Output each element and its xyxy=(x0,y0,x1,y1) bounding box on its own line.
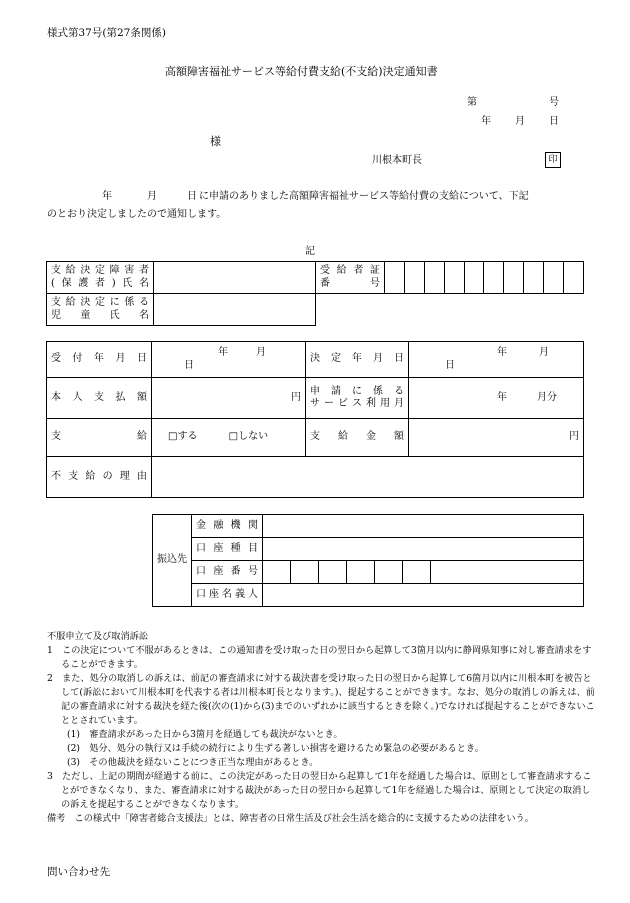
intro-line1: に申請のありました高額障害福祉サービス等給付費の支給について、下記 xyxy=(199,191,529,202)
payment-options xyxy=(152,419,306,457)
digit-cell[interactable] xyxy=(444,262,464,294)
digit-cell[interactable] xyxy=(385,262,405,294)
account-holder-label: 口座名義人 xyxy=(192,584,263,607)
issue-month: 月 xyxy=(515,116,525,127)
form-number: 様式第37号(第27条関係) xyxy=(47,27,166,39)
account-digit-cell[interactable] xyxy=(431,561,584,584)
account-number-label: 口座番号 xyxy=(192,561,263,584)
recipient-no-line2: 番号 xyxy=(320,277,380,289)
recipient-number-table xyxy=(315,261,584,294)
digit-cell[interactable] xyxy=(484,262,504,294)
intro-month: 月 xyxy=(147,191,157,202)
person-label-line2: (保護者)氏名 xyxy=(51,277,149,289)
addressee-suffix: 様 xyxy=(210,135,221,148)
reason-label: 不支給の理由 xyxy=(47,457,152,498)
child-name-cell[interactable] xyxy=(154,294,316,326)
account-digit-cell[interactable] xyxy=(347,561,375,584)
inquiry-label: 問い合わせ先 xyxy=(47,866,110,878)
transfer-table xyxy=(152,514,584,607)
account-digit-cell[interactable] xyxy=(263,561,291,584)
digit-cell[interactable] xyxy=(504,262,524,294)
bank-cell[interactable] xyxy=(263,515,584,538)
checkbox-no[interactable]: □しない xyxy=(228,431,269,443)
bank-label: 金融機関 xyxy=(192,515,263,538)
notes-heading: 不服申立て及び取消訴訟 xyxy=(47,631,149,642)
transfer-label: 振込先 xyxy=(153,515,192,607)
digit-cell[interactable] xyxy=(564,262,584,294)
note-3: 3 ただし、上記の期間が経過する前に、この決定があった日の翌日から起算して1年を経過した場合は、原則として審査請求することができなくなり、また、審査請求に対する裁決があった日の翌日から起算して1年を経過した場合は、原則として決定の取消しの訴えを提起することができなくなります。 xyxy=(47,770,592,810)
seal-box: 印 xyxy=(545,152,561,168)
issuer-name: 川根本町長 xyxy=(372,155,422,166)
digit-cell[interactable] xyxy=(424,262,444,294)
amount-cell[interactable]: 円 xyxy=(409,419,584,457)
service-month-line2: サービス利用月 xyxy=(310,398,404,409)
digit-cell[interactable] xyxy=(544,262,564,294)
digit-cell[interactable] xyxy=(464,262,484,294)
account-type-label: 口座種目 xyxy=(192,538,263,561)
amount-label: 支給金額 xyxy=(306,419,409,457)
account-type-cell[interactable] xyxy=(263,538,584,561)
intro-line2: のとおり決定しましたので通知します。 xyxy=(47,209,227,220)
recipient-no-line1: 受給者証 xyxy=(320,265,380,276)
note-2-sub-2: (2) 処分、処分の執行又は手続の続行により生ずる著しい損害を避けるため緊急の必要があるとき。 xyxy=(67,742,484,754)
note-2: 2 また、処分の取消しの訴えは、前記の審査請求に対する裁決書を受け取った日の翌日から起算して6箇月以内に川根本町を被告として(訴訟において川根本町を代表する者は川根本町長となります。)、提起することができます。なお、処分の取消しの訴えは、前記の審査請求に対する裁決を経た後(次の(1)から(3)までのいずれかに該当するときを除く。)でなければ提起することができないこととされています。 xyxy=(47,672,595,726)
digit-cell[interactable] xyxy=(404,262,424,294)
intro-year: 年 xyxy=(102,191,112,202)
self-pay-cell[interactable]: 円 xyxy=(152,378,306,419)
ki-mark: 記 xyxy=(305,246,315,257)
note-2-sub-3: (3) その他裁決を経ないことにつき正当な理由があるとき。 xyxy=(67,756,319,768)
reason-cell[interactable] xyxy=(152,457,584,498)
applicant-table xyxy=(46,261,316,326)
self-pay-label: 本人支払額 xyxy=(47,378,152,419)
child-label-line1: 支給決定に係る xyxy=(51,297,149,308)
person-label-line1: 支給決定障害者 xyxy=(51,265,149,276)
account-digit-cell[interactable] xyxy=(291,561,319,584)
service-month-line1: 申請に係る xyxy=(310,385,404,397)
child-label-line2: 児童氏名 xyxy=(51,309,149,321)
service-month-cell[interactable]: 年 月分 xyxy=(409,378,584,419)
account-holder-cell[interactable] xyxy=(263,584,584,607)
account-digit-cell[interactable] xyxy=(375,561,403,584)
note-2-sub-1: (1) 審査請求があった日から3箇月を経過しても裁決がないとき。 xyxy=(67,728,343,740)
note-1: 1 この決定について不服があるときは、この通知書を受け取った日の翌日から起算して3箇月以内に静岡県知事に対し審査請求をすることができます。 xyxy=(47,644,592,670)
issue-day: 日 xyxy=(549,116,559,127)
document-title: 高額障害福祉サービス等給付費支給(不支給)決定通知書 xyxy=(165,65,438,78)
remark: 備考 この様式中「障害者総合支援法」とは、障害者の日常生活及び社会生活を総合的に支援するための法律をいう。 xyxy=(47,812,534,824)
account-digit-cell[interactable] xyxy=(319,561,347,584)
account-digit-cell[interactable] xyxy=(403,561,431,584)
payment-label: 支 給 xyxy=(47,419,152,457)
received-date-label: 受付年月日 xyxy=(47,342,152,378)
person-name-cell[interactable] xyxy=(154,262,316,294)
digit-cell[interactable] xyxy=(524,262,544,294)
received-date-cell[interactable]: 年 月日 xyxy=(152,342,306,378)
doc-number-suffix: 号 xyxy=(549,97,559,108)
notes-section xyxy=(47,630,597,826)
intro-day: 日 xyxy=(187,191,197,202)
issue-year: 年 xyxy=(481,116,491,127)
doc-number-prefix: 第 xyxy=(467,97,477,108)
decision-date-cell[interactable]: 年 月日 xyxy=(409,342,584,378)
decision-date-label: 決定年月日 xyxy=(306,342,409,378)
checkbox-yes[interactable]: □する xyxy=(168,431,198,443)
decision-table xyxy=(46,341,584,498)
